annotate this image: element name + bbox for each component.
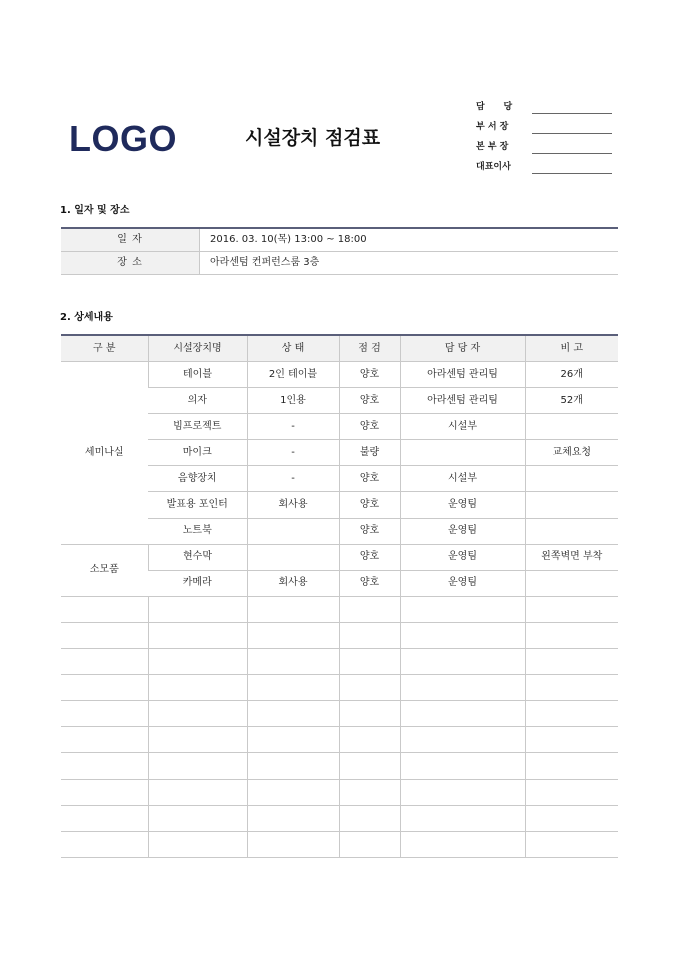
approval-row bbox=[476, 140, 616, 160]
empty-cell[interactable] bbox=[61, 649, 148, 675]
empty-cell[interactable] bbox=[61, 675, 148, 701]
equipment-name-cell[interactable]: 마이크 bbox=[148, 440, 247, 466]
signature-line[interactable] bbox=[532, 133, 612, 134]
inspection-table-body bbox=[61, 362, 618, 858]
empty-cell[interactable] bbox=[400, 831, 525, 857]
check-result-cell[interactable]: 양호 bbox=[339, 518, 400, 544]
manager-cell[interactable]: 운영팀 bbox=[400, 570, 525, 596]
date-value[interactable]: 2016. 03. 10(목) 13:00 ~ 18:00 bbox=[200, 228, 619, 252]
status-cell[interactable]: - bbox=[247, 466, 339, 492]
empty-cell[interactable] bbox=[247, 727, 339, 753]
place-value[interactable]: 아라센텀 컨퍼런스룸 3층 bbox=[200, 252, 619, 275]
empty-table-row bbox=[61, 675, 618, 701]
status-cell[interactable]: 1인용 bbox=[247, 388, 339, 414]
remarks-cell[interactable]: 52개 bbox=[525, 388, 618, 414]
column-header: 비 고 bbox=[525, 335, 618, 362]
equipment-name-cell[interactable]: 의자 bbox=[148, 388, 247, 414]
column-header: 시설장치명 bbox=[148, 335, 247, 362]
empty-cell[interactable] bbox=[525, 596, 618, 622]
check-result-cell[interactable]: 양호 bbox=[339, 414, 400, 440]
remarks-cell[interactable] bbox=[525, 466, 618, 492]
status-cell[interactable]: 2인 테이블 bbox=[247, 362, 339, 388]
empty-cell[interactable] bbox=[400, 701, 525, 727]
empty-cell[interactable] bbox=[61, 596, 148, 622]
date-place-table bbox=[61, 227, 618, 275]
empty-cell[interactable] bbox=[400, 753, 525, 779]
equipment-name-cell[interactable]: 현수막 bbox=[148, 544, 247, 570]
empty-cell[interactable] bbox=[339, 727, 400, 753]
manager-cell[interactable] bbox=[400, 440, 525, 466]
empty-cell[interactable] bbox=[400, 805, 525, 831]
group-cell: 세미나실 bbox=[61, 362, 148, 545]
empty-cell[interactable] bbox=[400, 622, 525, 648]
empty-cell[interactable] bbox=[61, 701, 148, 727]
place-label: 장 소 bbox=[61, 252, 200, 275]
remarks-cell[interactable]: 26개 bbox=[525, 362, 618, 388]
empty-table-row bbox=[61, 622, 618, 648]
empty-cell[interactable] bbox=[400, 675, 525, 701]
empty-cell[interactable] bbox=[339, 701, 400, 727]
empty-cell[interactable] bbox=[247, 701, 339, 727]
page-title: 시설장치 점검표 bbox=[245, 127, 381, 149]
signature-line[interactable] bbox=[532, 153, 612, 154]
empty-cell[interactable] bbox=[61, 779, 148, 805]
manager-cell[interactable]: 아라센텀 관리팀 bbox=[400, 362, 525, 388]
empty-table-row bbox=[61, 753, 618, 779]
empty-cell[interactable] bbox=[247, 596, 339, 622]
table-row bbox=[61, 362, 618, 388]
empty-cell[interactable] bbox=[247, 805, 339, 831]
manager-cell[interactable]: 운영팀 bbox=[400, 492, 525, 518]
check-result-cell[interactable]: 양호 bbox=[339, 492, 400, 518]
empty-cell[interactable] bbox=[339, 596, 400, 622]
empty-cell[interactable] bbox=[247, 779, 339, 805]
empty-cell[interactable] bbox=[61, 727, 148, 753]
check-result-cell[interactable]: 양호 bbox=[339, 388, 400, 414]
empty-cell[interactable] bbox=[525, 649, 618, 675]
empty-cell[interactable] bbox=[247, 649, 339, 675]
column-header: 점 검 bbox=[339, 335, 400, 362]
empty-cell[interactable] bbox=[148, 675, 247, 701]
status-cell[interactable] bbox=[247, 544, 339, 570]
check-result-cell[interactable]: 양호 bbox=[339, 466, 400, 492]
empty-table-row bbox=[61, 649, 618, 675]
equipment-name-cell[interactable]: 빔프로젝트 bbox=[148, 414, 247, 440]
empty-table-row bbox=[61, 779, 618, 805]
empty-cell[interactable] bbox=[61, 753, 148, 779]
empty-cell[interactable] bbox=[525, 753, 618, 779]
status-cell[interactable]: - bbox=[247, 440, 339, 466]
approval-label: 본 부 장 bbox=[476, 142, 509, 152]
empty-cell[interactable] bbox=[400, 596, 525, 622]
empty-cell[interactable] bbox=[339, 779, 400, 805]
check-result-cell[interactable]: 양호 bbox=[339, 570, 400, 596]
empty-table-row bbox=[61, 596, 618, 622]
remarks-cell[interactable] bbox=[525, 570, 618, 596]
approval-label: 담 당 bbox=[476, 102, 513, 112]
manager-cell[interactable]: 운영팀 bbox=[400, 544, 525, 570]
empty-cell[interactable] bbox=[148, 727, 247, 753]
approval-row bbox=[476, 120, 616, 140]
empty-cell[interactable] bbox=[400, 779, 525, 805]
date-label: 일 자 bbox=[61, 228, 200, 252]
status-cell[interactable]: - bbox=[247, 414, 339, 440]
group-cell: 소모품 bbox=[61, 544, 148, 596]
manager-cell[interactable]: 시설부 bbox=[400, 466, 525, 492]
empty-cell[interactable] bbox=[247, 675, 339, 701]
empty-cell[interactable] bbox=[148, 831, 247, 857]
equipment-name-cell[interactable]: 음향장치 bbox=[148, 466, 247, 492]
empty-cell[interactable] bbox=[61, 622, 148, 648]
empty-cell[interactable] bbox=[525, 831, 618, 857]
empty-cell[interactable] bbox=[339, 675, 400, 701]
empty-cell[interactable] bbox=[525, 727, 618, 753]
table-header-row bbox=[61, 335, 618, 362]
inspection-table bbox=[61, 334, 618, 858]
remarks-cell[interactable] bbox=[525, 518, 618, 544]
empty-cell[interactable] bbox=[339, 805, 400, 831]
empty-cell[interactable] bbox=[400, 649, 525, 675]
check-result-cell[interactable]: 불량 bbox=[339, 440, 400, 466]
empty-cell[interactable] bbox=[148, 805, 247, 831]
equipment-name-cell[interactable]: 테이블 bbox=[148, 362, 247, 388]
empty-cell[interactable] bbox=[525, 622, 618, 648]
empty-cell[interactable] bbox=[61, 805, 148, 831]
approval-label: 대표이사 bbox=[476, 162, 511, 172]
empty-cell[interactable] bbox=[148, 779, 247, 805]
manager-cell[interactable]: 아라센텀 관리팀 bbox=[400, 388, 525, 414]
empty-cell[interactable] bbox=[148, 622, 247, 648]
empty-cell[interactable] bbox=[247, 622, 339, 648]
equipment-name-cell[interactable]: 발표용 포인터 bbox=[148, 492, 247, 518]
table-row bbox=[61, 228, 618, 252]
empty-cell[interactable] bbox=[525, 675, 618, 701]
empty-cell[interactable] bbox=[148, 596, 247, 622]
section-heading-date-place: 1. 일자 및 장소 bbox=[60, 205, 130, 216]
empty-table-row bbox=[61, 831, 618, 857]
check-result-cell[interactable]: 양호 bbox=[339, 362, 400, 388]
section-heading-details: 2. 상세내용 bbox=[60, 312, 113, 323]
remarks-cell[interactable]: 왼쪽벽면 부착 bbox=[525, 544, 618, 570]
equipment-name-cell[interactable]: 노트북 bbox=[148, 518, 247, 544]
table-row bbox=[61, 252, 618, 275]
status-cell[interactable] bbox=[247, 518, 339, 544]
empty-cell[interactable] bbox=[339, 753, 400, 779]
empty-table-row bbox=[61, 727, 618, 753]
approval-row bbox=[476, 100, 616, 120]
empty-cell[interactable] bbox=[339, 622, 400, 648]
empty-cell[interactable] bbox=[339, 649, 400, 675]
approval-signatures bbox=[476, 100, 616, 180]
status-cell[interactable]: 회사용 bbox=[247, 570, 339, 596]
remarks-cell[interactable] bbox=[525, 414, 618, 440]
empty-cell[interactable] bbox=[525, 805, 618, 831]
manager-cell[interactable]: 운영팀 bbox=[400, 518, 525, 544]
empty-cell[interactable] bbox=[247, 753, 339, 779]
table-row bbox=[61, 544, 618, 570]
empty-cell[interactable] bbox=[148, 649, 247, 675]
remarks-cell[interactable]: 교체요청 bbox=[525, 440, 618, 466]
empty-cell[interactable] bbox=[525, 701, 618, 727]
signature-line[interactable] bbox=[532, 173, 612, 174]
empty-table-row bbox=[61, 805, 618, 831]
column-header: 담 당 자 bbox=[400, 335, 525, 362]
empty-table-row bbox=[61, 701, 618, 727]
empty-cell[interactable] bbox=[525, 779, 618, 805]
empty-cell[interactable] bbox=[61, 831, 148, 857]
empty-cell[interactable] bbox=[400, 727, 525, 753]
remarks-cell[interactable] bbox=[525, 492, 618, 518]
status-cell[interactable]: 회사용 bbox=[247, 492, 339, 518]
approval-row bbox=[476, 160, 616, 180]
empty-cell[interactable] bbox=[247, 831, 339, 857]
company-logo: LOGO bbox=[69, 118, 177, 159]
empty-cell[interactable] bbox=[148, 753, 247, 779]
check-result-cell[interactable]: 양호 bbox=[339, 544, 400, 570]
signature-line[interactable] bbox=[532, 113, 612, 114]
empty-cell[interactable] bbox=[148, 701, 247, 727]
column-header: 구 분 bbox=[61, 335, 148, 362]
approval-label: 부 서 장 bbox=[476, 122, 509, 132]
column-header: 상 태 bbox=[247, 335, 339, 362]
equipment-name-cell[interactable]: 카메라 bbox=[148, 570, 247, 596]
empty-cell[interactable] bbox=[339, 831, 400, 857]
manager-cell[interactable]: 시설부 bbox=[400, 414, 525, 440]
